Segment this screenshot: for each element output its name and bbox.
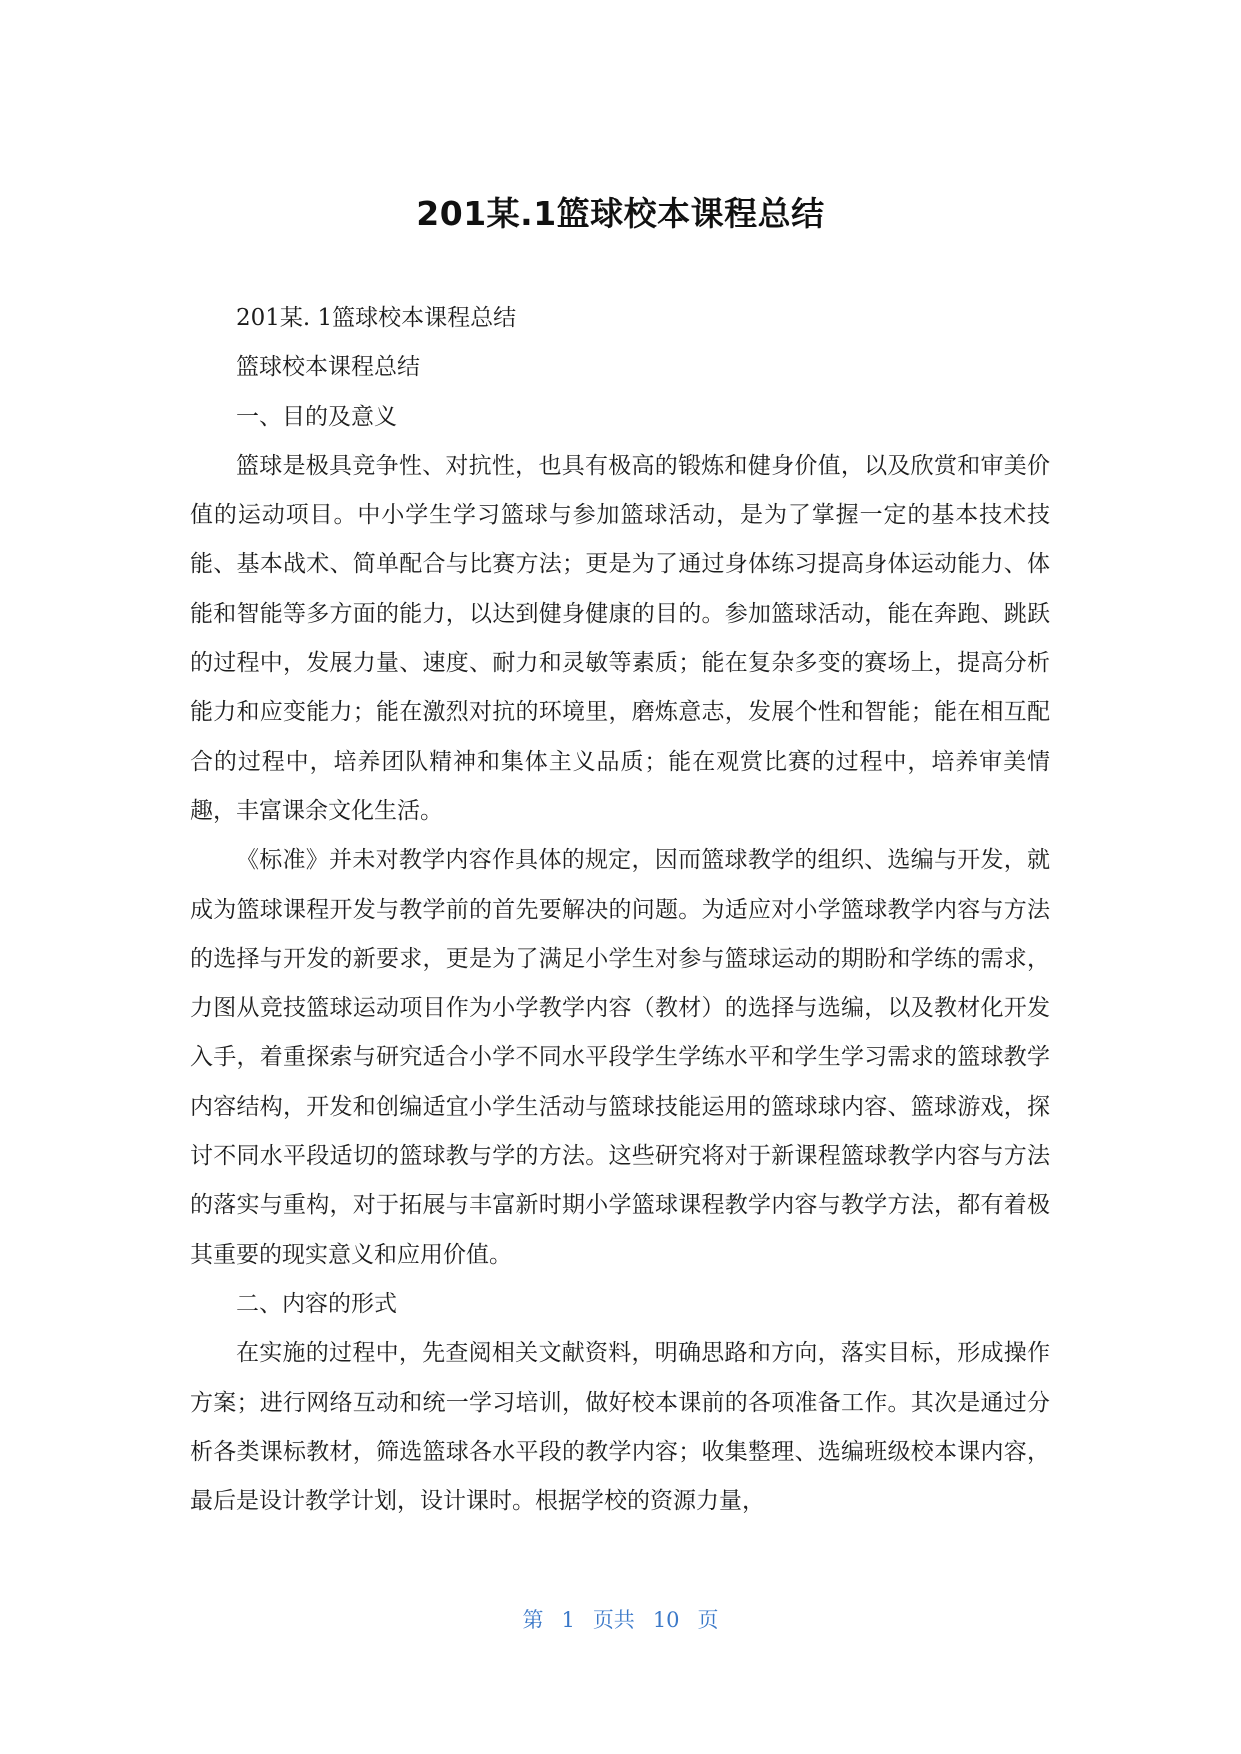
page-footer bbox=[0, 1604, 1241, 1634]
paragraph-purpose-2: 《标准》并未对教学内容作具体的规定，因而篮球教学的组织、选编与开发，就成为篮球课程开发与教学前的首先要解决的问题。为适应对小学篮球教学内容与方法的选择与开发的新要求，更是为了满足小学生对参与篮球运动的期盼和学练的需求，力图从竞技篮球运动项目作为小学教学内容（教材）的选择与选编，以及教材化开发入手，着重探索与研究适合小学不同水平段学生学练水平和学生学习需求的篮球教学内容结构，开发和创编适宜小学生活动与篮球技能运用的篮球球内容、篮球游戏，探讨不同水平段适切的篮球教与学的方法。这些研究将对于新课程篮球教学内容与方法的落实与重构，对于拓展与丰富新时期小学篮球课程教学内容与教学方法，都有着极其重要的现实意义和应用价值。 bbox=[190, 847, 1050, 1268]
paragraph-subtitle: 201某. 1篮球校本课程总结 bbox=[236, 305, 517, 331]
footer-label-end: 页 bbox=[697, 1608, 719, 1632]
footer-label-page: 第 bbox=[522, 1608, 544, 1632]
paragraph-content-1: 在实施的过程中，先查阅相关文献资料，明确思路和方向，落实目标，形成操作方案；进行网络互动和统一学习培训，做好校本课前的各项准备工作。其次是通过分析各类课标教材，筛选篮球各水平段的教学内容；收集整理、选编班级校本课内容，最后是设计教学计划，设计课时。根据学校的资源力量， bbox=[190, 1340, 1050, 1515]
footer-total-pages: 10 bbox=[652, 1608, 680, 1632]
document-body bbox=[190, 294, 1050, 1526]
footer-label-of: 页共 bbox=[592, 1608, 635, 1632]
section-heading-content: 二、内容的形式 bbox=[236, 1290, 397, 1317]
document-title: 201某.1篮球校本课程总结 bbox=[416, 194, 825, 233]
footer-current-page: 1 bbox=[561, 1608, 575, 1632]
paragraph-heading: 篮球校本课程总结 bbox=[236, 354, 420, 381]
paragraph-purpose-1: 篮球是极具竞争性、对抗性，也具有极高的锻炼和健身价值，以及欣赏和审美价值的运动项目。中小学生学习篮球与参加篮球活动，是为了掌握一定的基本技术技能、基本战术、简单配合与比赛方法；更是为了通过身体练习提高身体运动能力、体能和智能等多方面的能力，以达到健身健康的目的。参加篮球活动，能在奔跑、跳跃的过程中，发展力量、速度、耐力和灵敏等素质；能在复杂多变的赛场上，提高分析能力和应变能力；能在激烈对抗的环境里，磨炼意志，发展个性和智能；能在相互配合的过程中，培养团队精神和集体主义品质；能在观赏比赛的过程中，培养审美情趣，丰富课余文化生活。 bbox=[190, 452, 1050, 824]
section-heading-purpose: 一、目的及意义 bbox=[236, 403, 397, 430]
